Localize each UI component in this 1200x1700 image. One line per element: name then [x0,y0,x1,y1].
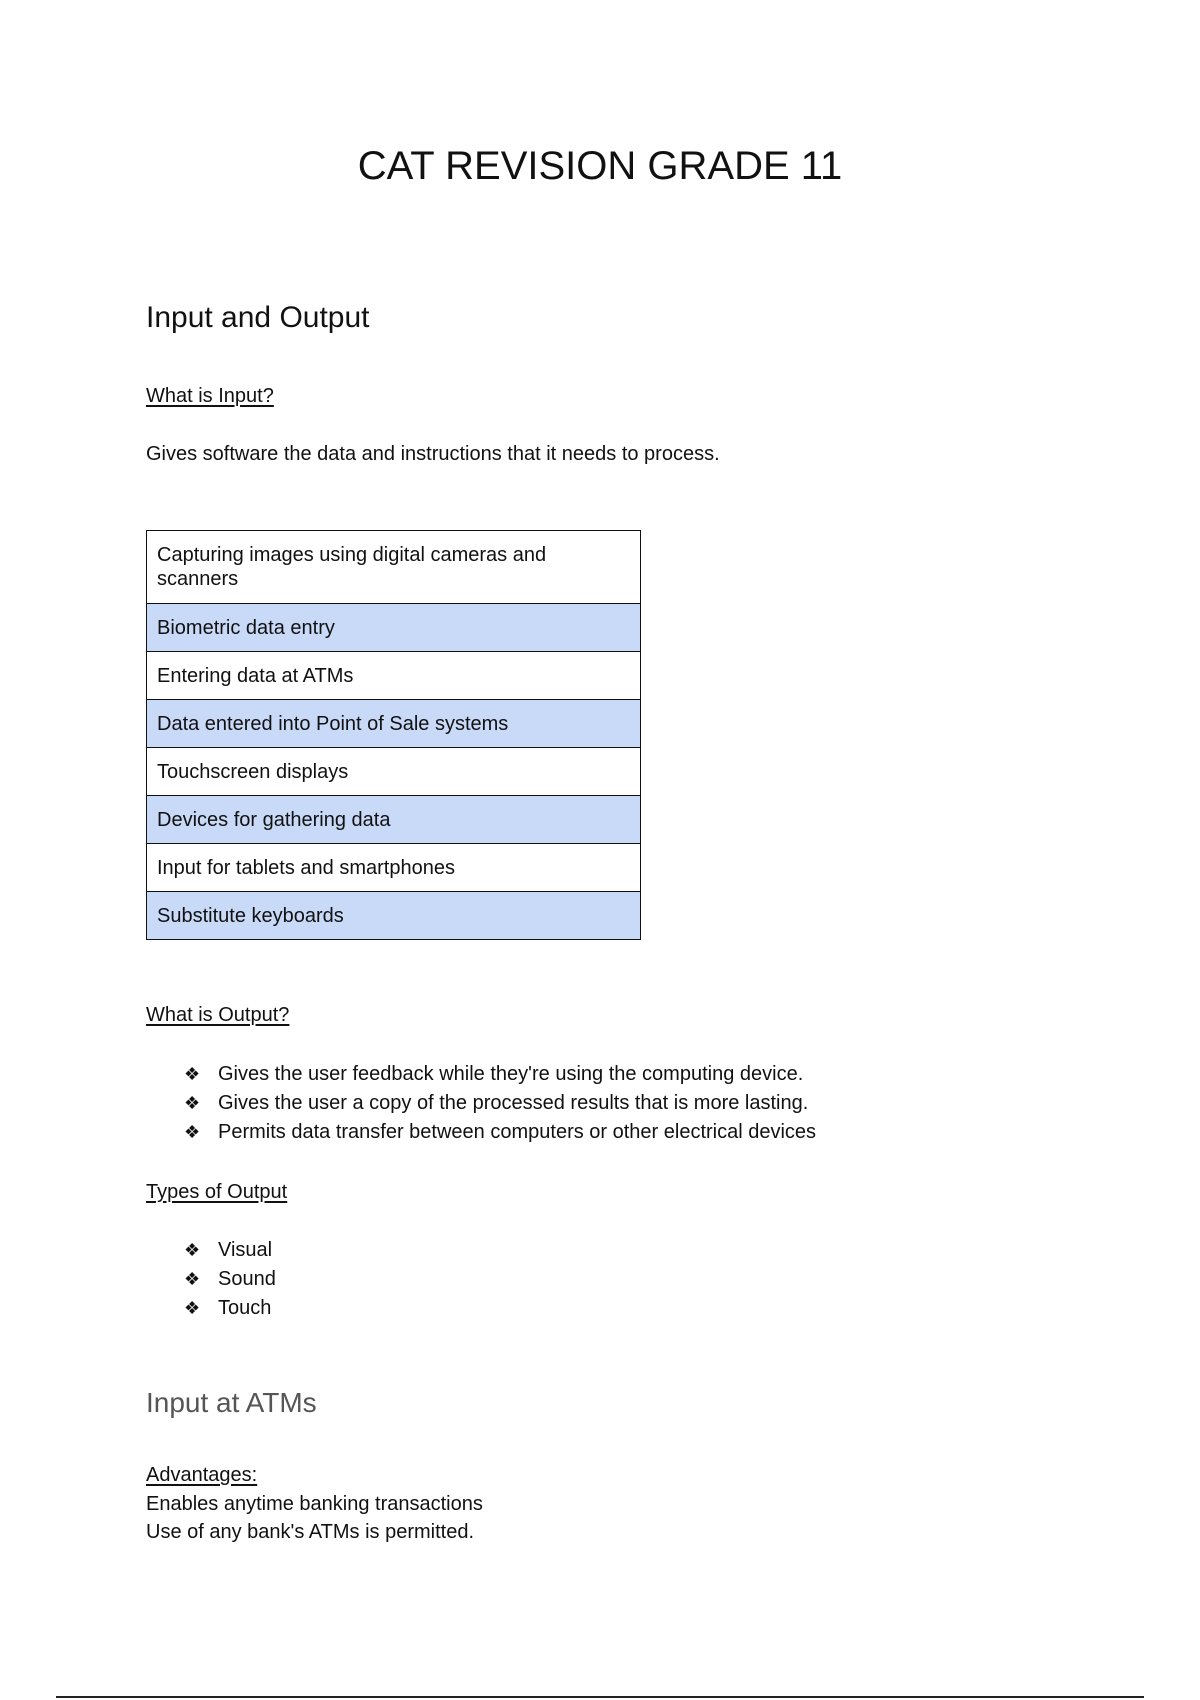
table-row [147,652,641,700]
list-item: ❖ Touch [146,1294,276,1323]
advantage-item: Use of any bank's ATMs is permitted. [146,1521,475,1543]
list-item: ❖ Visual [146,1236,276,1265]
types-of-output-heading: Types of Output [146,1181,288,1203]
table-row [147,531,641,604]
output-types-list [146,1236,276,1323]
list-item: ❖ Gives the user a copy of the processed results that is more lasting. [146,1089,816,1118]
input-question: What is Input? [146,385,274,407]
table-cell: Capturing images using digital cameras and scanners [147,531,641,604]
table-cell: Devices for gathering data [147,796,641,844]
list-item: ❖ Gives the user feedback while they're using the computing device. [146,1060,816,1089]
table-cell: Data entered into Point of Sale systems [147,700,641,748]
table-cell: Touchscreen displays [147,748,641,796]
input-examples-table [146,530,641,940]
table-row [147,892,641,940]
input-answer: Gives software the data and instructions that it needs to process. [146,443,720,465]
diamond-bullet-icon: ❖ [184,1093,201,1113]
diamond-bullet-icon: ❖ [184,1122,201,1142]
list-item: ❖ Sound [146,1265,276,1294]
table-cell: Entering data at ATMs [147,652,641,700]
table-row [147,700,641,748]
section-heading-input-output: Input and Output [146,301,370,334]
diamond-bullet-icon: ❖ [184,1240,201,1260]
advantage-item: Enables anytime banking transactions [146,1493,483,1515]
table-row [147,748,641,796]
table-row [147,796,641,844]
diamond-bullet-icon: ❖ [184,1298,201,1318]
output-question: What is Output? [146,1004,290,1026]
table-row [147,844,641,892]
section-heading-input-at-atms: Input at ATMs [146,1387,317,1418]
document-title: CAT REVISION GRADE 11 [357,144,843,188]
table-cell: Substitute keyboards [147,892,641,940]
page-divider [56,1696,1144,1698]
advantages-label: Advantages: [146,1464,258,1486]
table-row [147,604,641,652]
table-cell: Biometric data entry [147,604,641,652]
output-points-list [146,1060,816,1147]
diamond-bullet-icon: ❖ [184,1269,201,1289]
diamond-bullet-icon: ❖ [184,1064,201,1084]
list-item: ❖ Permits data transfer between computers or other electrical devices [146,1118,816,1147]
table-cell: Input for tablets and smartphones [147,844,641,892]
